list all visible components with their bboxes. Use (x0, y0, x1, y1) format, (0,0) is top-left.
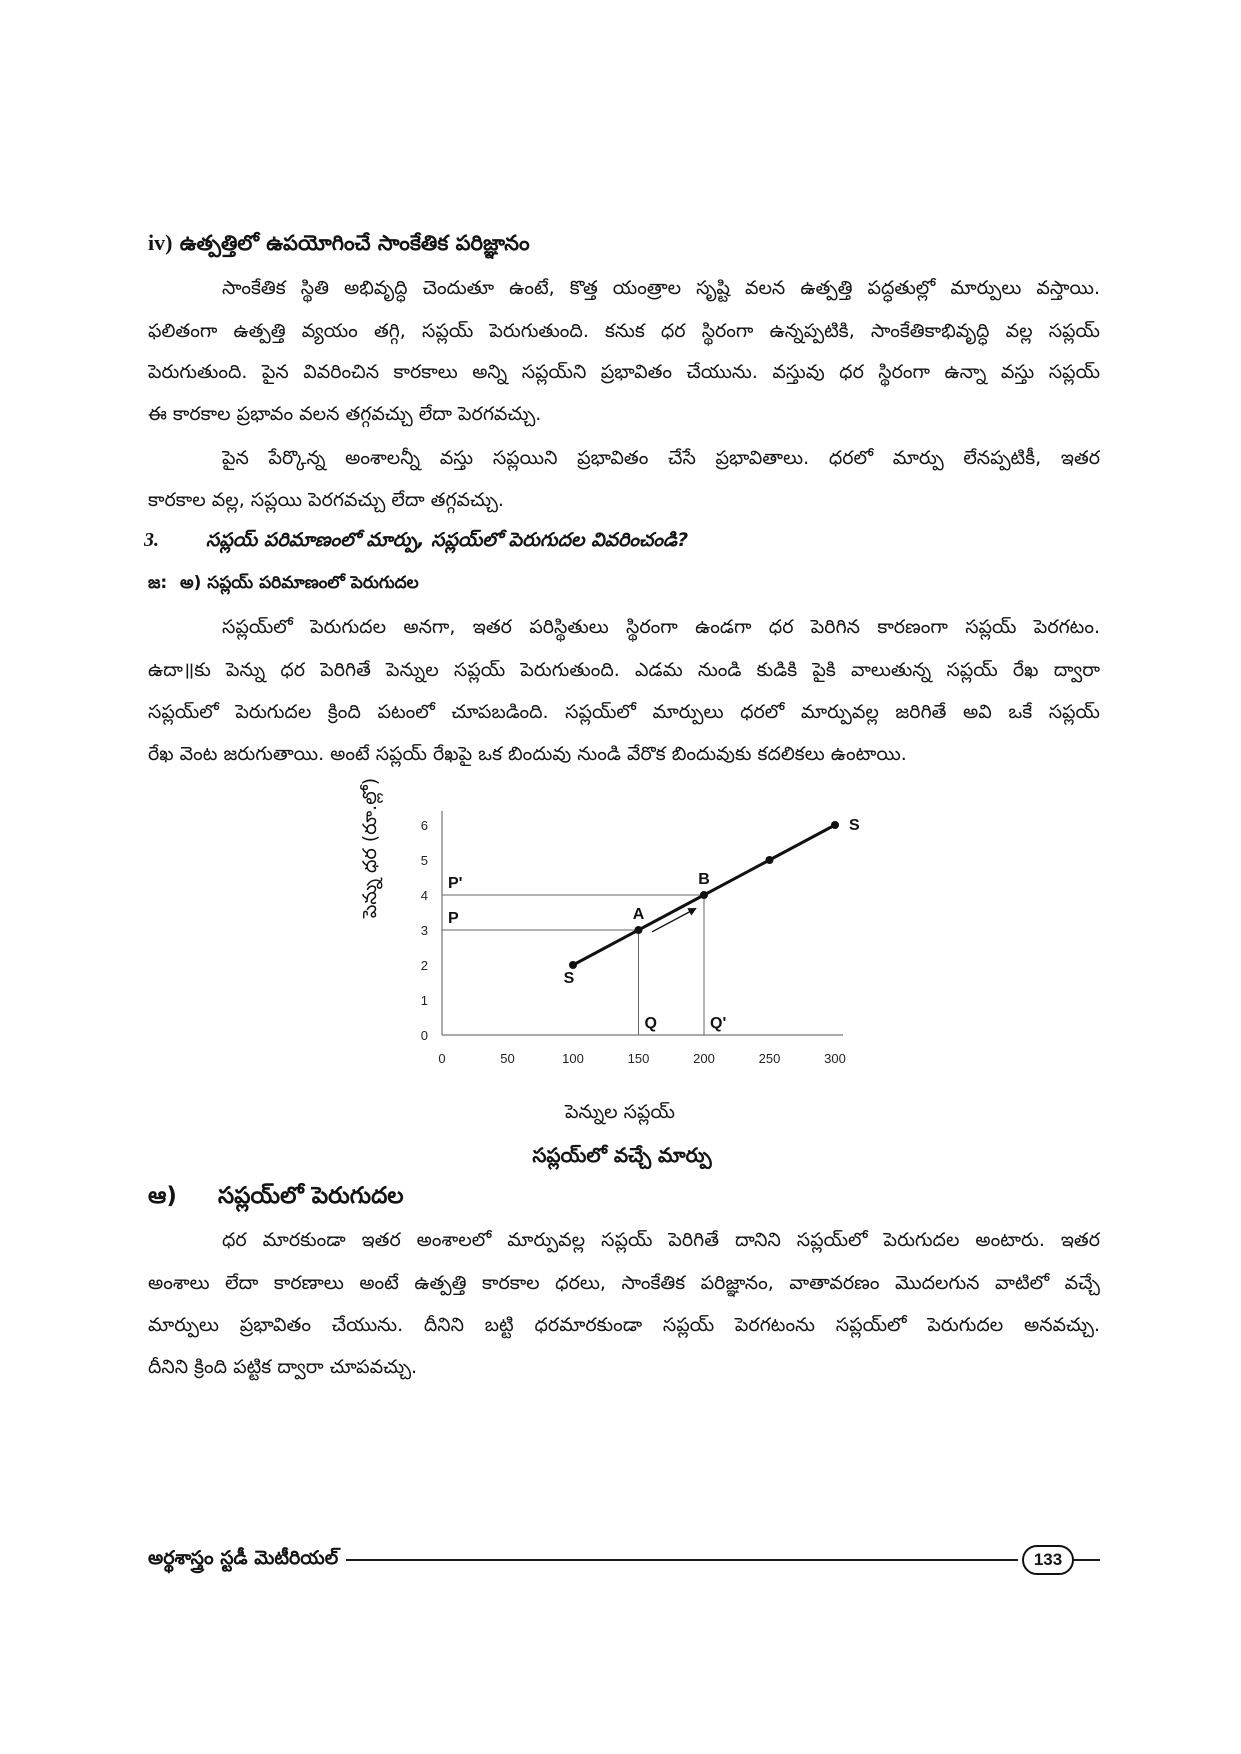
supply-chart (330, 768, 890, 1080)
x-tick-label: 50 (500, 1051, 515, 1066)
point-label: B (698, 871, 710, 888)
paragraph-line: పైన పేర్కొన్న అంశాలన్నీ వస్తు సప్లయిని ప్రభావితం చేసే ప్రభావితాలు. ధరలో మార్పు లేనప్పటికీ, ఇతర (222, 447, 1100, 469)
x-tick-label: 0 (438, 1051, 446, 1066)
paragraph-line: మార్పులు ప్రభావితం చేయును. దీనిని బట్టి ధరమారకుండా సప్లయ్ పెరగటంను సప్లయ్‌లో పెరుగుదల అనవచ్చు. (148, 1314, 1100, 1336)
footer-rule-tail (1074, 1559, 1100, 1561)
paragraph-line: సప్లయ్‌లో పెరుగుదల క్రింది పటంలో చూపబడింది. సప్లయ్‌లో మార్పులు ధరలో మార్పువల్ల జరిగితే అవి ఒకే సప్లయ్ (148, 701, 1100, 723)
y-tick-label: 5 (420, 853, 428, 868)
price-level-label: P' (448, 875, 463, 892)
question-text: సప్లయ్ పరిమాణంలో మార్పు, సప్లయ్‌లో పెరుగుదల వివరించండి? (206, 529, 689, 551)
x-tick-label: 150 (627, 1051, 650, 1066)
paragraph-line: రేఖ వెంట జరుగుతాయి. అంటే సప్లయ్ రేఖపై ఒక బిందువు నుండి వేరొక బిందువుకు కదలికలు ఉంటాయి. (148, 743, 907, 765)
question-number: 3. (144, 529, 159, 551)
footer-rule (346, 1559, 1018, 1561)
paragraph-line: ధర మారకుండా ఇతర అంశాలలో మార్పువల్ల సప్లయ్ పెరిగితే దానిని సప్లయ్‌లో పెరుగుదల అంటారు. ఇతర (222, 1229, 1100, 1251)
paragraph-line: సప్లయ్‌లో పెరుగుదల అనగా, ఇతర పరిస్థితులు స్థిరంగా ఉండగా ధర పెరిగిన కారణంగా సప్లయ్ పెరగటం. (222, 616, 1100, 638)
paragraph-line: కారకాల వల్ల, సప్లయి పెరగవచ్చు లేదా తగ్గవచ్చు. (148, 489, 504, 511)
section-marker: iv) (148, 230, 173, 255)
chart-x-axis-label: పెన్నుల సప్లయ్ (565, 1101, 675, 1123)
x-tick-label: 200 (693, 1051, 715, 1066)
y-tick-label: 4 (420, 888, 428, 903)
paragraph-line: ఈ కారకాల ప్రభావం వలన తగ్గవచ్చు లేదా పెరగవచ్చు. (148, 403, 542, 425)
section-heading: సప్లయ్‌లో పెరుగుదల (218, 1183, 404, 1209)
page-number: 133 (1022, 1545, 1074, 1575)
answer-label: జ: (148, 573, 168, 593)
quantity-level-label: Q (644, 1015, 657, 1032)
y-tick-label: 6 (420, 818, 428, 833)
paragraph-line: సాంకేతిక స్థితి అభివృద్ధి చెందుతూ ఉంటే, కొత్త యంత్రాల సృష్టి వలన ఉత్పత్తి పద్ధతుల్లో మార్పులు వస్తాయి. (222, 277, 1100, 299)
answer-subheading: అ) సప్లయ్ పరిమాణంలో పెరుగుదల (180, 573, 419, 593)
supply-curve-point (569, 961, 577, 969)
y-tick-label: 3 (420, 923, 428, 938)
paragraph-line: ఉదా॥కు పెన్ను ధర పెరిగితే పెన్నుల సప్లయ్ పెరుగుతుంది. ఎడమ నుండి కుడికి పైకి వాలుతున్న సప్లయ్ రేఖ ద్వారా (148, 659, 1100, 681)
supply-curve-point (766, 856, 774, 864)
x-tick-label: 300 (824, 1051, 846, 1066)
y-tick-label: 1 (420, 993, 428, 1008)
price-level-label: P (448, 910, 459, 927)
supply-curve-point (831, 821, 839, 829)
paragraph-line: అంశాలు లేదా కారణాలు అంటే ఉత్పత్తి కారకాల ధరలు, సాంకేతిక పరిజ్ఞానం, వాతావరణం మొదలగున వాటిలో వచ్చే (148, 1272, 1100, 1294)
x-tick-label: 100 (562, 1051, 584, 1066)
chart-caption: సప్లయ్‌లో వచ్చే మార్పు (532, 1143, 712, 1167)
paragraph-line: దీనిని క్రింది పట్టిక ద్వారా చూపవచ్చు. (148, 1356, 418, 1378)
footer-book-title: అర్థశాస్త్రం స్టడీ మెటీరియల్ (148, 1546, 339, 1569)
paragraph-line: ఫలితంగా ఉత్పత్తి వ్యయం తగ్గి, సప్లయ్ పెరుగుతుంది. కనుక ధర స్థిరంగా ఉన్నప్పటికి, సాంకేతికాభివృద్ధి వల్ల సప్లయ్ (148, 320, 1100, 342)
point-label: A (632, 906, 645, 923)
supply-curve-point (700, 891, 708, 899)
page-footer (148, 1543, 1100, 1577)
supply-curve-point (635, 926, 643, 934)
x-tick-label: 250 (758, 1051, 781, 1066)
curve-label: S (563, 970, 575, 987)
y-tick-label: 0 (420, 1028, 428, 1043)
y-axis-label: పెన్ను ధర (రూ.ల్లో) (359, 777, 381, 919)
section-heading (148, 227, 1100, 259)
curve-label: S (849, 817, 860, 834)
section-marker: ఆ) (148, 1183, 177, 1209)
section-title: ఉత్పత్తిలో ఉపయోగించే సాంకేతిక పరిజ్ఞానం (179, 231, 530, 255)
y-tick-label: 2 (420, 958, 428, 973)
paragraph-line: పెరుగుతుంది. పైన వివరించిన కారకాలు అన్ని సప్లయ్‌ని ప్రభావితం చేయును. వస్తువు ధర స్థిరంగా ఉన్నా వస్తు సప్లయ్ (148, 361, 1100, 383)
quantity-level-label: Q' (710, 1015, 727, 1032)
